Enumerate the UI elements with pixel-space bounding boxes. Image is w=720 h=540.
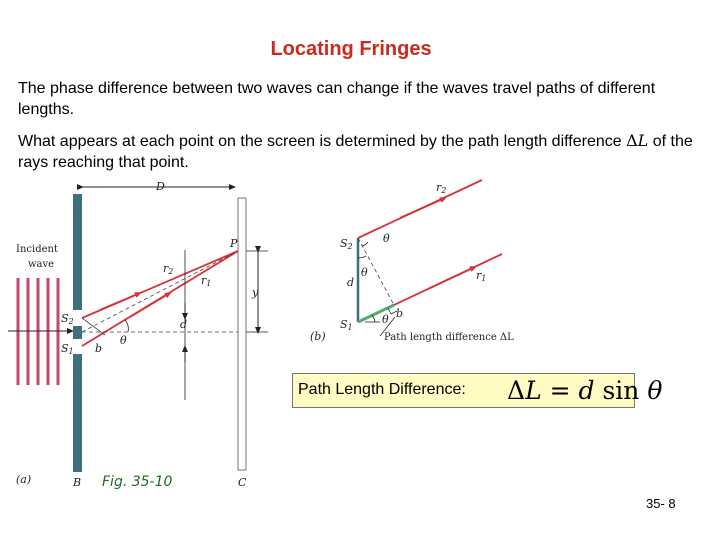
formula-delta: Δ	[507, 376, 526, 405]
label-d: d	[180, 318, 188, 331]
barrier-middle	[73, 326, 82, 339]
formula-box	[292, 373, 663, 408]
label-theta-b-mid: θ	[361, 266, 368, 279]
label-B: B	[73, 476, 82, 489]
label-S2: S2	[61, 312, 74, 326]
label-r2: r2	[163, 262, 174, 276]
formula-equals: =	[541, 376, 579, 405]
variable-L: L	[637, 131, 649, 150]
paragraph-path-length-before: What appears at each point on the screen is determined by the path length difference	[18, 133, 627, 150]
label-r2-b: r2	[436, 181, 447, 195]
barrier-upper	[73, 194, 82, 310]
formula-theta: θ	[647, 376, 663, 405]
paragraph-path-length-after: of the rays reaching that point.	[18, 133, 693, 171]
label-theta: θ	[120, 334, 127, 347]
label-S2-b: S2	[340, 237, 353, 251]
label-C: C	[238, 476, 247, 489]
page-number: 35- 8	[646, 496, 676, 511]
label-theta-b-top: θ	[383, 232, 390, 245]
label-theta-b-bottom: θ	[382, 313, 389, 326]
label-y: y	[252, 286, 259, 299]
paragraph-phase-difference: The phase difference between two waves can change if the waves travel paths of different lengths.	[18, 80, 656, 118]
figure-b	[310, 180, 514, 343]
label-b-paren: (b)	[310, 330, 326, 343]
delta-symbol: Δ	[626, 131, 638, 150]
label-r1: r1	[201, 274, 212, 288]
path-length-difference-label: Path length difference ΔL	[384, 332, 514, 343]
label-d-b: d	[347, 276, 355, 289]
formula-L: L	[525, 376, 542, 405]
viewing-screen	[238, 198, 246, 470]
label-b-b: b	[396, 307, 404, 320]
label-b: b	[95, 342, 103, 355]
barrier-lower	[73, 354, 82, 472]
formula-label: Path Length Difference:	[298, 381, 466, 398]
figure-caption: Fig. 35-10	[102, 474, 173, 490]
figure-a	[8, 180, 268, 489]
formula-sin: sin	[594, 376, 648, 405]
formula-d: d	[578, 376, 595, 405]
slide-title: Locating Fringes	[270, 38, 432, 60]
incident-wave-label-line2: wave	[28, 259, 55, 270]
label-S1-b: S1	[340, 318, 353, 332]
label-r1-b: r1	[476, 269, 487, 283]
label-S1: S1	[61, 342, 74, 356]
label-a: (a)	[16, 473, 32, 486]
formula-equation	[507, 376, 662, 405]
incident-wave-label-line1: Incident	[16, 244, 58, 255]
label-D: D	[156, 180, 165, 193]
label-P: P	[230, 237, 238, 250]
